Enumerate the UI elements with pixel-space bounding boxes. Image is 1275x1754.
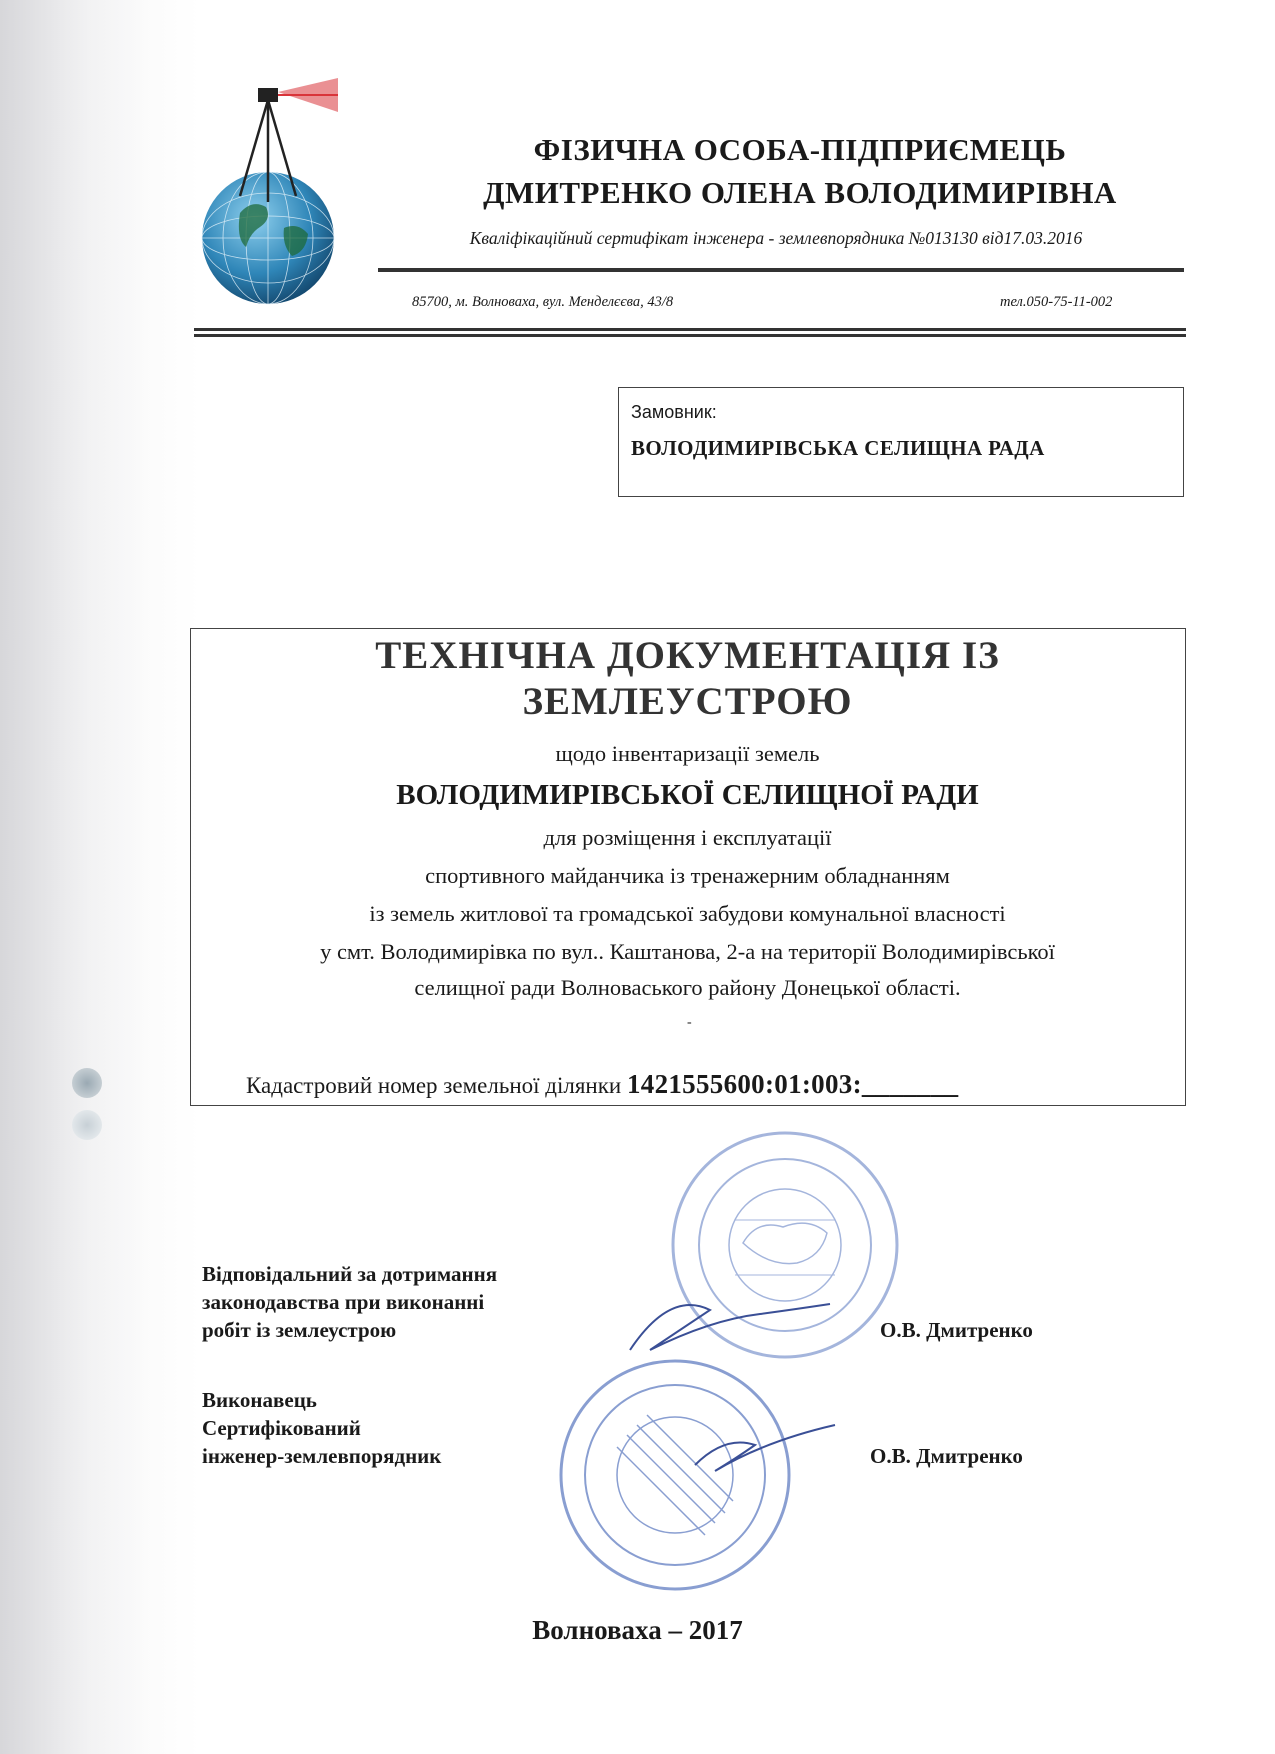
signature-scribble: [620, 1290, 840, 1370]
role-line: Відповідальний за дотримання: [202, 1262, 498, 1286]
role-line: робіт із землеустрою: [202, 1318, 397, 1342]
signer-name: О.В. Дмитренко: [870, 1444, 1023, 1468]
binder-hole: [72, 1110, 102, 1140]
divider: [194, 328, 1186, 331]
dot-mark: -: [687, 1015, 692, 1030]
role-line: Виконавець: [202, 1388, 317, 1412]
globe-theodolite-icon: [188, 78, 348, 308]
document-title: ЗЕМЛЕУСТРОЮ: [522, 680, 853, 723]
scan-edge-shadow: [0, 0, 150, 1754]
council-name: ВОЛОДИМИРІВСЬКОЇ СЕЛИЩНОЇ РАДИ: [396, 779, 979, 811]
divider: [378, 268, 1184, 272]
document-title: ТЕХНІЧНА ДОКУМЕНТАЦІЯ ІЗ: [375, 634, 1000, 677]
role-line: Сертифікований: [202, 1416, 361, 1440]
cadastre-line: [246, 1069, 958, 1100]
signer-name: О.В. Дмитренко: [880, 1318, 1033, 1342]
divider: [194, 334, 1186, 337]
address: 85700, м. Волноваха, вул. Менделєєва, 43/8: [412, 294, 674, 310]
binder-hole: [72, 1068, 102, 1098]
place-year: Волноваха – 2017: [532, 1615, 743, 1645]
purpose-line: у смт. Володимирівка по вул.. Каштанова, 2-а на території Володимирівської: [320, 939, 1055, 964]
executor-role: [202, 1386, 441, 1470]
purpose-line: селищної ради Волноваського району Донецької області.: [414, 975, 961, 1000]
entrepreneur-name: ДМИТРЕНКО ОЛЕНА ВОЛОДИМИРІВНА: [483, 175, 1117, 210]
purpose-line: для розміщення і експлуатації: [543, 825, 832, 850]
certificate-line: Кваліфікаційний сертифікат інженера - землевпорядника №013130 від17.03.2016: [469, 228, 1083, 248]
phone: тел.050-75-11-002: [1000, 294, 1113, 310]
purpose-line: із земель житлової та громадської забудови комунальної власності: [369, 901, 1006, 926]
signature-scribble: [690, 1415, 840, 1485]
entrepreneur-title: ФІЗИЧНА ОСОБА-ПІДПРИЄМЕЦЬ: [533, 132, 1067, 167]
purpose-line: спортивного майданчика із тренажерним обладнанням: [425, 863, 950, 888]
client-box: [618, 387, 1184, 497]
role-line: інженер-землевпорядник: [202, 1444, 442, 1468]
role-line: законодавства при виконанні: [202, 1290, 485, 1314]
client-label: Замовник:: [631, 402, 717, 422]
cadastre-number: 1421555600:01:003:_______: [626, 1069, 959, 1099]
responsible-role: [202, 1260, 497, 1344]
document-subtitle: щодо інвентаризації земель: [555, 741, 820, 766]
document-title-box: [190, 628, 1186, 1106]
cadastre-label: Кадастровий номер земельної ділянки: [246, 1073, 627, 1098]
client-name: ВОЛОДИМИРІВСЬКА СЕЛИЩНА РАДА: [631, 436, 1045, 460]
